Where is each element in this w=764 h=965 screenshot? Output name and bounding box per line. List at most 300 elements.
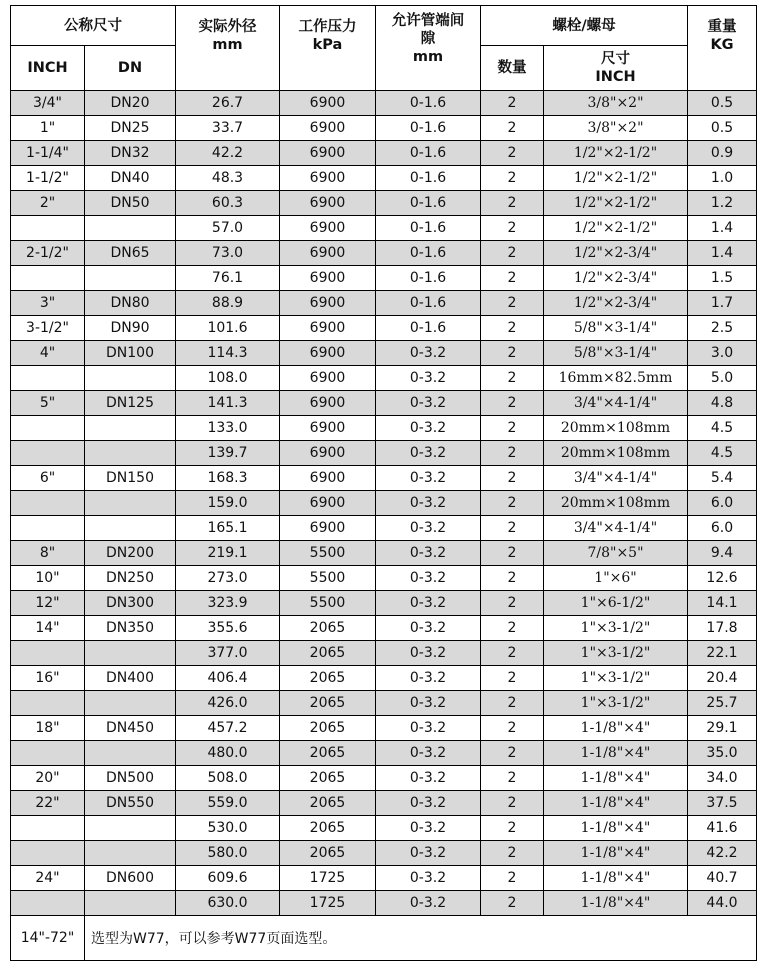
weight-cell: 5.4 — [688, 466, 757, 491]
pressure-cell: 2065 — [280, 641, 376, 666]
pressure-cell: 2065 — [280, 741, 376, 766]
dn-cell — [85, 266, 176, 291]
pressure-cell: 6900 — [280, 291, 376, 316]
od-cell: 406.4 — [176, 666, 280, 691]
table-row — [11, 816, 757, 841]
bolt-size-cell: 3/8"×2" — [544, 91, 688, 116]
qty-cell: 2 — [481, 266, 544, 291]
dn-cell — [85, 366, 176, 391]
qty-cell: 2 — [481, 566, 544, 591]
gap-header — [376, 6, 481, 91]
gap-cell: 0-1.6 — [376, 291, 481, 316]
qty-cell: 2 — [481, 241, 544, 266]
pressure-cell: 6900 — [280, 416, 376, 441]
weight-cell: 1.4 — [688, 216, 757, 241]
dn-cell: DN600 — [85, 866, 176, 891]
qty-cell: 2 — [481, 116, 544, 141]
table-row — [11, 491, 757, 516]
inch-cell: 4" — [11, 341, 85, 366]
inch-cell — [11, 841, 85, 866]
dn-cell: DN250 — [85, 566, 176, 591]
table-row — [11, 116, 757, 141]
bolt-size-cell: 5/8"×3-1/4" — [544, 316, 688, 341]
table-row — [11, 241, 757, 266]
bolt-size-cell: 3/4"×4-1/4" — [544, 391, 688, 416]
gap-cell: 0-3.2 — [376, 466, 481, 491]
pressure-cell: 6900 — [280, 241, 376, 266]
weight-header — [688, 6, 757, 91]
weight-cell: 1.4 — [688, 241, 757, 266]
dn-cell: DN40 — [85, 166, 176, 191]
od-cell: 426.0 — [176, 691, 280, 716]
inch-cell: 2-1/2" — [11, 241, 85, 266]
dn-cell: DN400 — [85, 666, 176, 691]
inch-cell: 20" — [11, 766, 85, 791]
dn-cell: DN50 — [85, 191, 176, 216]
inch-cell: 18" — [11, 716, 85, 741]
table-row — [11, 466, 757, 491]
od-cell: 165.1 — [176, 516, 280, 541]
qty-cell: 2 — [481, 766, 544, 791]
od-cell: 580.0 — [176, 841, 280, 866]
dn-cell: DN32 — [85, 141, 176, 166]
bolt-size-cell: 1"×3-1/2" — [544, 641, 688, 666]
od-cell: 609.6 — [176, 866, 280, 891]
bolt-size-cell: 20mm×108mm — [544, 441, 688, 466]
gap-cell: 0-3.2 — [376, 666, 481, 691]
qty-cell: 2 — [481, 216, 544, 241]
weight-cell: 37.5 — [688, 791, 757, 816]
table-row — [11, 716, 757, 741]
dn-cell: DN500 — [85, 766, 176, 791]
dn-cell — [85, 741, 176, 766]
dn-cell: DN90 — [85, 316, 176, 341]
bolt-size-cell: 1-1/8"×4" — [544, 791, 688, 816]
dn-cell: DN80 — [85, 291, 176, 316]
inch-cell: 1-1/2" — [11, 166, 85, 191]
gap-label-line1: 允许管端间 — [391, 13, 465, 29]
weight-cell: 0.5 — [688, 116, 757, 141]
pressure-cell: 6900 — [280, 341, 376, 366]
qty-cell: 2 — [481, 441, 544, 466]
bolt-size-cell: 1/2"×2-3/4" — [544, 241, 688, 266]
pressure-cell: 2065 — [280, 616, 376, 641]
qty-cell: 2 — [481, 466, 544, 491]
dn-cell: DN125 — [85, 391, 176, 416]
inch-cell: 3" — [11, 291, 85, 316]
table-row — [11, 216, 757, 241]
actual-od-unit: mm — [212, 37, 243, 53]
dn-cell: DN200 — [85, 541, 176, 566]
gap-cell: 0-3.2 — [376, 341, 481, 366]
pressure-cell: 2065 — [280, 691, 376, 716]
weight-cell: 1.5 — [688, 266, 757, 291]
gap-cell: 0-3.2 — [376, 566, 481, 591]
dn-cell: DN100 — [85, 341, 176, 366]
pressure-cell: 6900 — [280, 216, 376, 241]
gap-label-line2: 隙 — [420, 31, 436, 47]
pressure-cell: 5500 — [280, 541, 376, 566]
pressure-cell: 1725 — [280, 891, 376, 916]
qty-cell: 2 — [481, 591, 544, 616]
bolt-size-label: 尺寸 — [601, 51, 630, 67]
weight-cell: 9.4 — [688, 541, 757, 566]
weight-cell: 25.7 — [688, 691, 757, 716]
inch-header: INCH — [11, 46, 85, 91]
qty-cell: 2 — [481, 616, 544, 641]
table-row — [11, 641, 757, 666]
table-row — [11, 341, 757, 366]
bolt-size-cell: 7/8"×5" — [544, 541, 688, 566]
table-row — [11, 391, 757, 416]
qty-cell: 2 — [481, 516, 544, 541]
od-cell: 42.2 — [176, 141, 280, 166]
table-row — [11, 441, 757, 466]
dn-cell — [85, 516, 176, 541]
table-row — [11, 191, 757, 216]
inch-cell: 1" — [11, 116, 85, 141]
dn-cell — [85, 816, 176, 841]
qty-cell: 2 — [481, 891, 544, 916]
gap-cell: 0-3.2 — [376, 791, 481, 816]
od-cell: 60.3 — [176, 191, 280, 216]
bolt-nut-header: 螺栓/螺母 — [481, 6, 688, 46]
bolt-size-cell: 3/4"×4-1/4" — [544, 466, 688, 491]
inch-cell: 10" — [11, 566, 85, 591]
gap-cell: 0-3.2 — [376, 541, 481, 566]
table-row — [11, 691, 757, 716]
qty-cell: 2 — [481, 341, 544, 366]
od-cell: 630.0 — [176, 891, 280, 916]
inch-cell: 12" — [11, 591, 85, 616]
dn-cell: DN20 — [85, 91, 176, 116]
table-row — [11, 316, 757, 341]
gap-cell: 0-3.2 — [376, 516, 481, 541]
weight-cell: 0.9 — [688, 141, 757, 166]
bolt-size-cell: 1/2"×2-1/2" — [544, 166, 688, 191]
table-row — [11, 591, 757, 616]
gap-cell: 0-3.2 — [376, 691, 481, 716]
inch-cell — [11, 641, 85, 666]
bolt-size-cell: 3/8"×2" — [544, 116, 688, 141]
table-row — [11, 566, 757, 591]
od-cell: 108.0 — [176, 366, 280, 391]
weight-cell: 41.6 — [688, 816, 757, 841]
weight-cell: 12.6 — [688, 566, 757, 591]
gap-cell: 0-3.2 — [376, 441, 481, 466]
pressure-cell: 6900 — [280, 491, 376, 516]
gap-cell: 0-3.2 — [376, 766, 481, 791]
gap-cell: 0-3.2 — [376, 716, 481, 741]
od-cell: 559.0 — [176, 791, 280, 816]
bolt-size-cell: 1"×6-1/2" — [544, 591, 688, 616]
bolt-size-cell: 1"×3-1/2" — [544, 616, 688, 641]
weight-cell: 3.0 — [688, 341, 757, 366]
dn-cell: DN350 — [85, 616, 176, 641]
table-row — [11, 791, 757, 816]
coupling-spec-table — [10, 5, 757, 961]
table-row — [11, 841, 757, 866]
weight-cell: 20.4 — [688, 666, 757, 691]
dn-cell: DN450 — [85, 716, 176, 741]
pressure-cell: 6900 — [280, 91, 376, 116]
weight-cell: 4.8 — [688, 391, 757, 416]
od-cell: 377.0 — [176, 641, 280, 666]
pressure-cell: 1725 — [280, 866, 376, 891]
weight-cell: 40.7 — [688, 866, 757, 891]
weight-cell: 6.0 — [688, 491, 757, 516]
bolt-size-cell: 1/2"×2-1/2" — [544, 216, 688, 241]
od-cell: 114.3 — [176, 341, 280, 366]
dn-cell — [85, 216, 176, 241]
table-row — [11, 666, 757, 691]
table-row — [11, 616, 757, 641]
gap-unit: mm — [412, 49, 444, 65]
weight-cell: 1.2 — [688, 191, 757, 216]
pressure-cell: 2065 — [280, 791, 376, 816]
od-cell: 26.7 — [176, 91, 280, 116]
qty-cell: 2 — [481, 416, 544, 441]
pressure-cell: 6900 — [280, 166, 376, 191]
od-cell: 159.0 — [176, 491, 280, 516]
inch-cell — [11, 891, 85, 916]
nominal-size-header: 公称尺寸 — [11, 6, 176, 46]
weight-label: 重量 — [707, 19, 737, 35]
inch-cell — [11, 441, 85, 466]
bolt-size-cell: 3/4"×4-1/4" — [544, 516, 688, 541]
pressure-unit: kPa — [312, 37, 343, 53]
pressure-cell: 2065 — [280, 716, 376, 741]
od-cell: 480.0 — [176, 741, 280, 766]
pressure-cell: 2065 — [280, 766, 376, 791]
weight-cell: 6.0 — [688, 516, 757, 541]
dn-cell — [85, 416, 176, 441]
inch-cell — [11, 216, 85, 241]
qty-cell: 2 — [481, 141, 544, 166]
od-cell: 273.0 — [176, 566, 280, 591]
dn-cell — [85, 491, 176, 516]
weight-cell: 42.2 — [688, 841, 757, 866]
qty-cell: 2 — [481, 316, 544, 341]
inch-cell: 1-1/4" — [11, 141, 85, 166]
gap-cell: 0-1.6 — [376, 141, 481, 166]
inch-cell: 22" — [11, 791, 85, 816]
gap-cell: 0-3.2 — [376, 866, 481, 891]
inch-cell: 5" — [11, 391, 85, 416]
od-cell: 48.3 — [176, 166, 280, 191]
dn-cell: DN550 — [85, 791, 176, 816]
dn-cell — [85, 891, 176, 916]
qty-cell: 2 — [481, 641, 544, 666]
bolt-size-cell: 1/2"×2-1/2" — [544, 141, 688, 166]
pressure-cell: 2065 — [280, 816, 376, 841]
qty-header: 数量 — [481, 46, 544, 91]
pressure-cell: 2065 — [280, 841, 376, 866]
pressure-cell: 6900 — [280, 516, 376, 541]
pressure-label: 工作压力 — [298, 19, 357, 35]
actual-od-label: 实际外径 — [198, 19, 257, 35]
qty-cell: 2 — [481, 366, 544, 391]
gap-cell: 0-1.6 — [376, 91, 481, 116]
dn-cell — [85, 441, 176, 466]
bolt-size-cell: 1-1/8"×4" — [544, 866, 688, 891]
gap-cell: 0-3.2 — [376, 841, 481, 866]
qty-cell: 2 — [481, 391, 544, 416]
pressure-cell: 6900 — [280, 141, 376, 166]
bolt-size-cell: 1-1/8"×4" — [544, 816, 688, 841]
table-row — [11, 266, 757, 291]
qty-cell: 2 — [481, 816, 544, 841]
dn-cell — [85, 641, 176, 666]
weight-cell: 4.5 — [688, 441, 757, 466]
qty-cell: 2 — [481, 741, 544, 766]
inch-cell — [11, 491, 85, 516]
inch-cell — [11, 691, 85, 716]
weight-cell: 29.1 — [688, 716, 757, 741]
pressure-cell: 5500 — [280, 566, 376, 591]
gap-cell: 0-1.6 — [376, 166, 481, 191]
pressure-cell: 6900 — [280, 466, 376, 491]
gap-cell: 0-3.2 — [376, 591, 481, 616]
bolt-size-cell: 20mm×108mm — [544, 416, 688, 441]
od-cell: 323.9 — [176, 591, 280, 616]
gap-cell: 0-1.6 — [376, 241, 481, 266]
weight-unit: KG — [710, 37, 734, 53]
bolt-size-header — [544, 46, 688, 91]
inch-cell: 24" — [11, 866, 85, 891]
gap-cell: 0-3.2 — [376, 416, 481, 441]
gap-cell: 0-3.2 — [376, 491, 481, 516]
qty-cell: 2 — [481, 291, 544, 316]
weight-cell: 14.1 — [688, 591, 757, 616]
gap-cell: 0-3.2 — [376, 366, 481, 391]
dn-cell — [85, 691, 176, 716]
qty-cell: 2 — [481, 91, 544, 116]
pressure-cell: 6900 — [280, 441, 376, 466]
pressure-cell: 6900 — [280, 266, 376, 291]
inch-cell: 8" — [11, 541, 85, 566]
weight-cell: 4.5 — [688, 416, 757, 441]
od-cell: 133.0 — [176, 416, 280, 441]
weight-cell: 44.0 — [688, 891, 757, 916]
gap-cell: 0-3.2 — [376, 741, 481, 766]
gap-cell: 0-3.2 — [376, 616, 481, 641]
table-row — [11, 741, 757, 766]
bolt-size-cell: 1"×3-1/2" — [544, 691, 688, 716]
od-cell: 219.1 — [176, 541, 280, 566]
weight-cell: 0.5 — [688, 91, 757, 116]
header-row-1 — [11, 6, 757, 46]
pressure-cell: 6900 — [280, 366, 376, 391]
pressure-cell: 5500 — [280, 591, 376, 616]
bolt-size-cell: 1-1/8"×4" — [544, 841, 688, 866]
od-cell: 88.9 — [176, 291, 280, 316]
qty-cell: 2 — [481, 866, 544, 891]
bolt-size-cell: 1"×3-1/2" — [544, 666, 688, 691]
dn-cell: DN300 — [85, 591, 176, 616]
qty-cell: 2 — [481, 166, 544, 191]
bolt-size-cell: 1-1/8"×4" — [544, 741, 688, 766]
footer-note: 选型为W77，可以参考W77页面选型。 — [85, 916, 757, 961]
gap-cell: 0-3.2 — [376, 641, 481, 666]
od-cell: 168.3 — [176, 466, 280, 491]
table-row — [11, 891, 757, 916]
od-cell: 355.6 — [176, 616, 280, 641]
table-row — [11, 91, 757, 116]
table-row — [11, 291, 757, 316]
od-cell: 530.0 — [176, 816, 280, 841]
od-cell: 508.0 — [176, 766, 280, 791]
gap-cell: 0-1.6 — [376, 316, 481, 341]
od-cell: 457.2 — [176, 716, 280, 741]
bolt-size-cell: 1-1/8"×4" — [544, 891, 688, 916]
bolt-size-cell: 16mm×82.5mm — [544, 366, 688, 391]
table-row — [11, 766, 757, 791]
qty-cell: 2 — [481, 841, 544, 866]
weight-cell: 5.0 — [688, 366, 757, 391]
pressure-cell: 6900 — [280, 316, 376, 341]
pressure-cell: 2065 — [280, 666, 376, 691]
gap-cell: 0-1.6 — [376, 191, 481, 216]
weight-cell: 2.5 — [688, 316, 757, 341]
weight-cell: 34.0 — [688, 766, 757, 791]
od-cell: 73.0 — [176, 241, 280, 266]
inch-cell — [11, 741, 85, 766]
inch-cell — [11, 266, 85, 291]
footer-row — [11, 916, 757, 961]
spec-rows — [11, 91, 757, 916]
footer-range: 14"-72" — [11, 916, 85, 961]
weight-cell: 1.0 — [688, 166, 757, 191]
od-cell: 139.7 — [176, 441, 280, 466]
weight-cell: 17.8 — [688, 616, 757, 641]
od-cell: 57.0 — [176, 216, 280, 241]
pressure-cell: 6900 — [280, 391, 376, 416]
table-row — [11, 416, 757, 441]
bolt-size-cell: 1/2"×2-3/4" — [544, 291, 688, 316]
gap-cell: 0-1.6 — [376, 216, 481, 241]
pressure-cell: 6900 — [280, 116, 376, 141]
gap-cell: 0-3.2 — [376, 891, 481, 916]
table-row — [11, 516, 757, 541]
dn-cell: DN150 — [85, 466, 176, 491]
bolt-size-cell: 1"×6" — [544, 566, 688, 591]
inch-cell: 3-1/2" — [11, 316, 85, 341]
weight-cell: 35.0 — [688, 741, 757, 766]
inch-cell: 14" — [11, 616, 85, 641]
dn-header: DN — [85, 46, 176, 91]
qty-cell: 2 — [481, 666, 544, 691]
od-cell: 33.7 — [176, 116, 280, 141]
qty-cell: 2 — [481, 791, 544, 816]
bolt-size-cell: 1/2"×2-3/4" — [544, 266, 688, 291]
inch-cell — [11, 366, 85, 391]
gap-cell: 0-1.6 — [376, 116, 481, 141]
od-cell: 76.1 — [176, 266, 280, 291]
qty-cell: 2 — [481, 716, 544, 741]
qty-cell: 2 — [481, 541, 544, 566]
inch-cell — [11, 816, 85, 841]
bolt-size-cell: 20mm×108mm — [544, 491, 688, 516]
inch-cell — [11, 416, 85, 441]
gap-cell: 0-3.2 — [376, 391, 481, 416]
actual-od-header — [176, 6, 280, 91]
weight-cell: 1.7 — [688, 291, 757, 316]
inch-cell: 16" — [11, 666, 85, 691]
od-cell: 141.3 — [176, 391, 280, 416]
dn-cell — [85, 841, 176, 866]
pressure-header — [280, 6, 376, 91]
